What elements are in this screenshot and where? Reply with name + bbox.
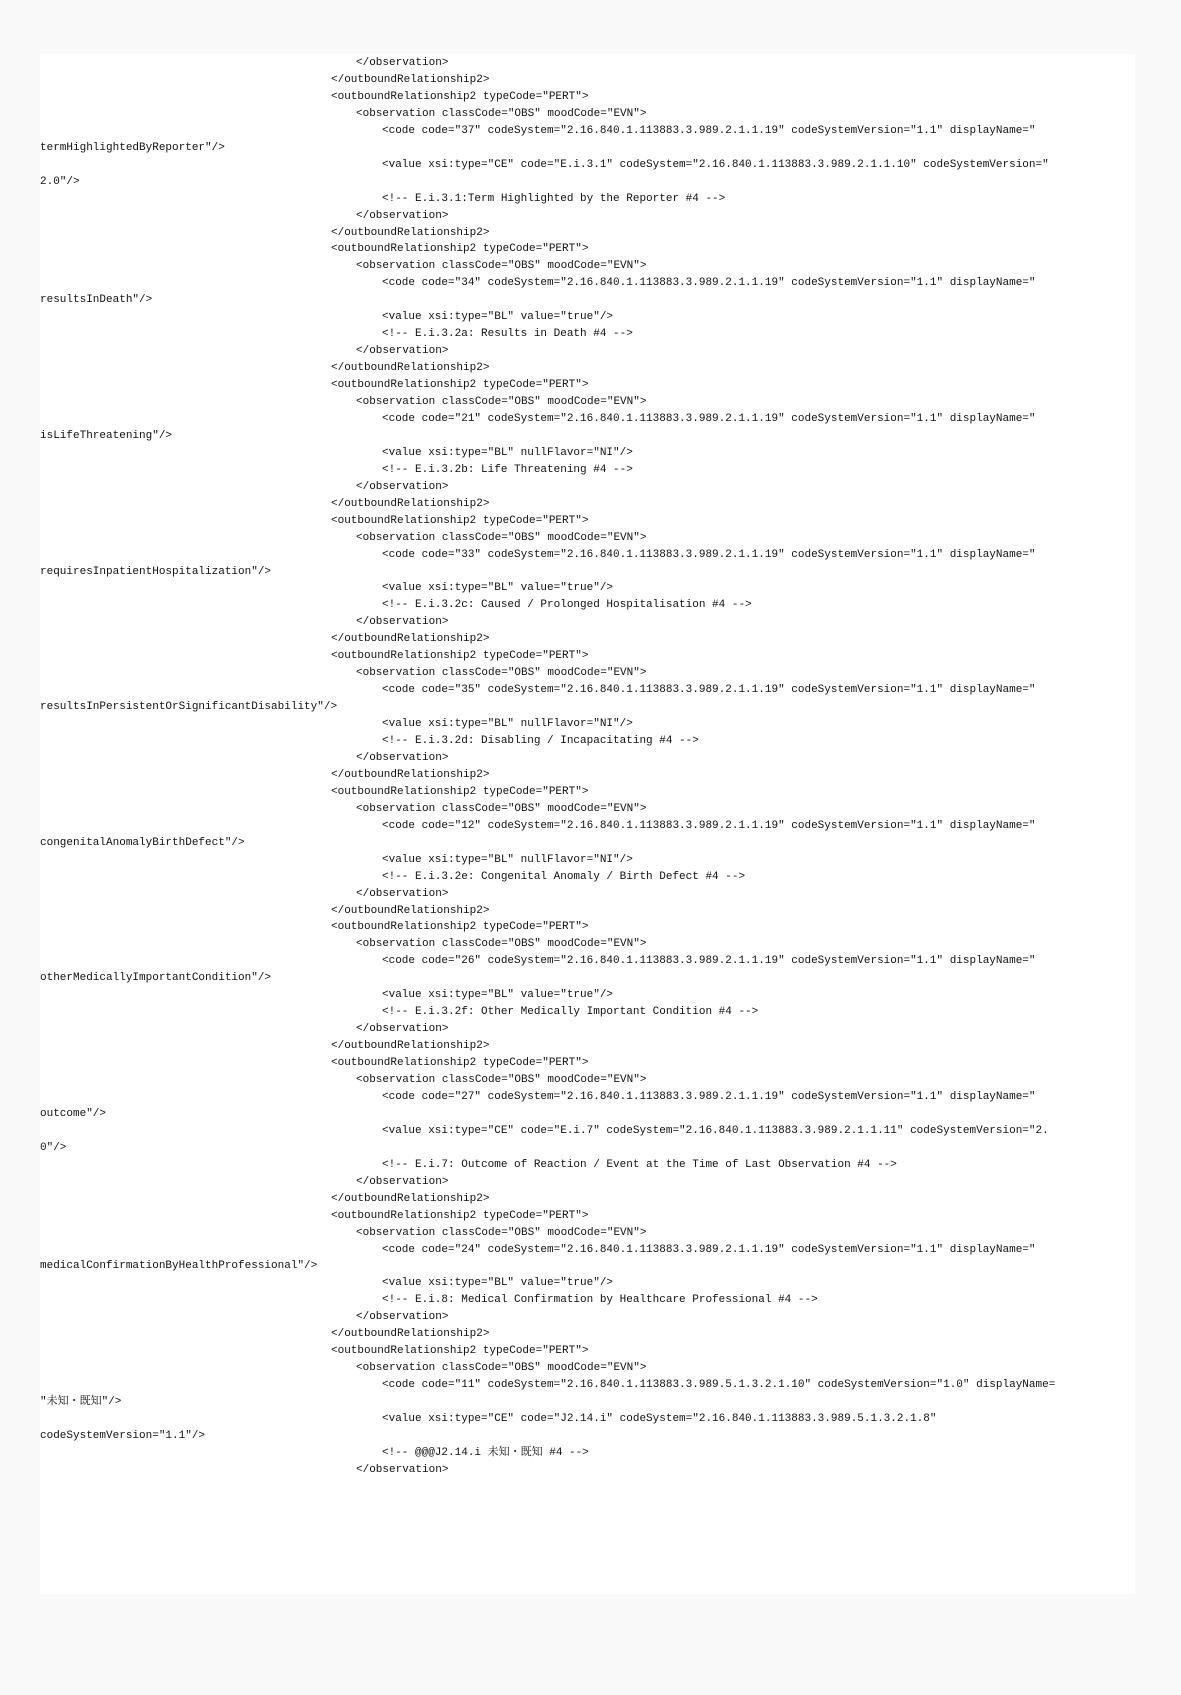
xml-line: <observation classCode="OBS" moodCode="EVN"> (356, 107, 647, 120)
xml-line: <observation classCode="OBS" moodCode="EVN"> (356, 938, 647, 951)
xml-line-continuation: codeSystemVersion="1.1"/> (40, 1429, 206, 1442)
xml-line: <observation classCode="OBS" moodCode="EVN"> (356, 667, 647, 680)
xml-line: </observation> (356, 1463, 449, 1476)
xml-line: <!-- E.i.3.2f: Other Medically Important Condition #4 --> (382, 1006, 759, 1019)
xml-line: <outboundRelationship2 typeCode="PERT"> (331, 1209, 589, 1222)
xml-line-continuation: 2.0"/> (40, 175, 80, 188)
xml-line-continuation: otherMedicallyImportantCondition"/> (40, 972, 272, 985)
xml-line: </observation> (356, 57, 449, 69)
xml-line: <code code="12" codeSystem="2.16.840.1.113883.3.989.2.1.1.19" codeSystemVersion="1.1" displayName=" (382, 819, 1036, 832)
xml-line: <outboundRelationship2 typeCode="PERT"> (331, 1057, 589, 1070)
xml-line: <outboundRelationship2 typeCode="PERT"> (331, 921, 589, 934)
xml-line: </outboundRelationship2> (331, 768, 490, 781)
xml-line-continuation: resultsInDeath"/> (40, 294, 153, 307)
xml-line: </observation> (356, 480, 449, 493)
xml-line: <value xsi:type="BL" nullFlavor="NI"/> (382, 718, 633, 731)
xml-line-continuation: isLifeThreatening"/> (40, 429, 173, 442)
xml-line: <!-- E.i.8: Medical Confirmation by Healthcare Professional #4 --> (382, 1294, 818, 1307)
xml-line: </outboundRelationship2> (331, 226, 490, 239)
xml-line: <outboundRelationship2 typeCode="PERT"> (331, 785, 589, 798)
xml-line: <code code="34" codeSystem="2.16.840.1.113883.3.989.2.1.1.19" codeSystemVersion="1.1" displayName=" (382, 277, 1036, 290)
xml-line: <observation classCode="OBS" moodCode="EVN"> (356, 1226, 647, 1239)
xml-line: <code code="37" codeSystem="2.16.840.1.113883.3.989.2.1.1.19" codeSystemVersion="1.1" displayName=" (382, 124, 1036, 137)
xml-line: </outboundRelationship2> (331, 1040, 490, 1053)
xml-line: <!-- E.i.3.2e: Congenital Anomaly / Birth Defect #4 --> (382, 870, 746, 883)
xml-line: <code code="24" codeSystem="2.16.840.1.113883.3.989.2.1.1.19" codeSystemVersion="1.1" displayName=" (382, 1243, 1036, 1256)
xml-line: </observation> (356, 345, 449, 358)
xml-line: </observation> (356, 209, 449, 222)
xml-line: <outboundRelationship2 typeCode="PERT"> (331, 514, 589, 527)
xml-line: <outboundRelationship2 typeCode="PERT"> (331, 650, 589, 663)
xml-line: </outboundRelationship2> (331, 633, 490, 646)
xml-line: </observation> (356, 1175, 449, 1188)
xml-line-continuation: outcome"/> (40, 1107, 107, 1120)
xml-line: </outboundRelationship2> (331, 904, 490, 917)
xml-line: <observation classCode="OBS" moodCode="EVN"> (356, 802, 647, 815)
xml-line: <observation classCode="OBS" moodCode="EVN"> (356, 531, 647, 544)
xml-line: <code code="33" codeSystem="2.16.840.1.113883.3.989.2.1.1.19" codeSystemVersion="1.1" displayName=" (382, 548, 1036, 561)
xml-line: <code code="27" codeSystem="2.16.840.1.113883.3.989.2.1.1.19" codeSystemVersion="1.1" displayName=" (382, 1090, 1036, 1103)
xml-line: </outboundRelationship2> (331, 362, 490, 375)
xml-line: <outboundRelationship2 typeCode="PERT"> (331, 379, 589, 392)
xml-line: <code code="26" codeSystem="2.16.840.1.113883.3.989.2.1.1.19" codeSystemVersion="1.1" displayName=" (382, 955, 1036, 968)
xml-line: </outboundRelationship2> (331, 73, 490, 86)
xml-line: <value xsi:type="BL" value="true"/> (382, 311, 614, 324)
xml-line: <value xsi:type="CE" code="E.i.3.1" codeSystem="2.16.840.1.113883.3.989.2.1.1.10" codeSystemVersion=" (382, 158, 1049, 171)
xml-line-continuation: medicalConfirmationByHealthProfessional"/> (40, 1260, 318, 1273)
xml-line: <code code="21" codeSystem="2.16.840.1.113883.3.989.2.1.1.19" codeSystemVersion="1.1" displayName=" (382, 412, 1036, 425)
xml-line-continuation: resultsInPersistentOrSignificantDisability"/> (40, 701, 338, 714)
xml-line-continuation: 0"/> (40, 1141, 67, 1154)
xml-line: <outboundRelationship2 typeCode="PERT"> (331, 1345, 589, 1358)
xml-line-continuation: termHighlightedByReporter"/> (40, 141, 225, 154)
xml-line: </observation> (356, 1311, 449, 1324)
xml-line-continuation: requiresInpatientHospitalization"/> (40, 565, 272, 578)
xml-line: <observation classCode="OBS" moodCode="EVN"> (356, 396, 647, 408)
xml-line: <outboundRelationship2 typeCode="PERT"> (331, 243, 589, 256)
xml-line: <observation classCode="OBS" moodCode="EVN"> (356, 260, 647, 273)
xml-line: <observation classCode="OBS" moodCode="EVN"> (356, 1362, 647, 1375)
xml-line: <value xsi:type="BL" value="true"/> (382, 1277, 614, 1290)
xml-line: <observation classCode="OBS" moodCode="EVN"> (356, 1074, 647, 1086)
xml-line: <outboundRelationship2 typeCode="PERT"> (331, 90, 589, 103)
xml-line: <!-- E.i.3.2a: Results in Death #4 --> (382, 328, 633, 341)
xml-line: <value xsi:type="CE" code="J2.14.i" codeSystem="2.16.840.1.113883.3.989.5.1.3.2.1.8" (382, 1413, 937, 1425)
xml-line: </outboundRelationship2> (331, 1328, 490, 1341)
xml-line: <!-- E.i.3.1:Term Highlighted by the Reporter #4 --> (382, 192, 726, 205)
xml-line: </outboundRelationship2> (331, 497, 490, 510)
xml-line: </observation> (356, 616, 449, 629)
xml-line: <!-- E.i.7: Outcome of Reaction / Event at the Time of Last Observation #4 --> (382, 1158, 897, 1171)
xml-line: <!-- E.i.3.2d: Disabling / Incapacitating #4 --> (382, 735, 699, 747)
xml-line: <code code="35" codeSystem="2.16.840.1.113883.3.989.2.1.1.19" codeSystemVersion="1.1" displayName=" (382, 684, 1036, 697)
xml-line: <value xsi:type="BL" nullFlavor="NI"/> (382, 446, 633, 459)
xml-line: <!-- E.i.3.2b: Life Threatening #4 --> (382, 463, 633, 476)
xml-line: </observation> (356, 887, 449, 900)
xml-line: <value xsi:type="BL" value="true"/> (382, 582, 614, 595)
xml-line: <value xsi:type="BL" value="true"/> (382, 989, 614, 1002)
xml-line: <!-- @@@J2.14.i 未知・既知 #4 --> (382, 1446, 589, 1459)
xml-line: </observation> (356, 751, 449, 764)
xml-line: <!-- E.i.3.2c: Caused / Prolonged Hospitalisation #4 --> (382, 599, 752, 612)
xml-line: </outboundRelationship2> (331, 1192, 490, 1205)
xml-line-continuation: "未知・既知"/> (40, 1396, 122, 1409)
xml-line-continuation: congenitalAnomalyBirthDefect"/> (40, 836, 245, 849)
xml-line: </observation> (356, 1023, 449, 1036)
xml-line: <value xsi:type="CE" code="E.i.7" codeSystem="2.16.840.1.113883.3.989.2.1.1.11" codeSystemVersion="2. (382, 1124, 1049, 1137)
xml-line: <code code="11" codeSystem="2.16.840.1.113883.3.989.5.1.3.2.1.10" codeSystemVersion="1.0" displayName= (382, 1379, 1056, 1392)
xml-line: <value xsi:type="BL" nullFlavor="NI"/> (382, 853, 633, 866)
document-page (40, 54, 1135, 1594)
